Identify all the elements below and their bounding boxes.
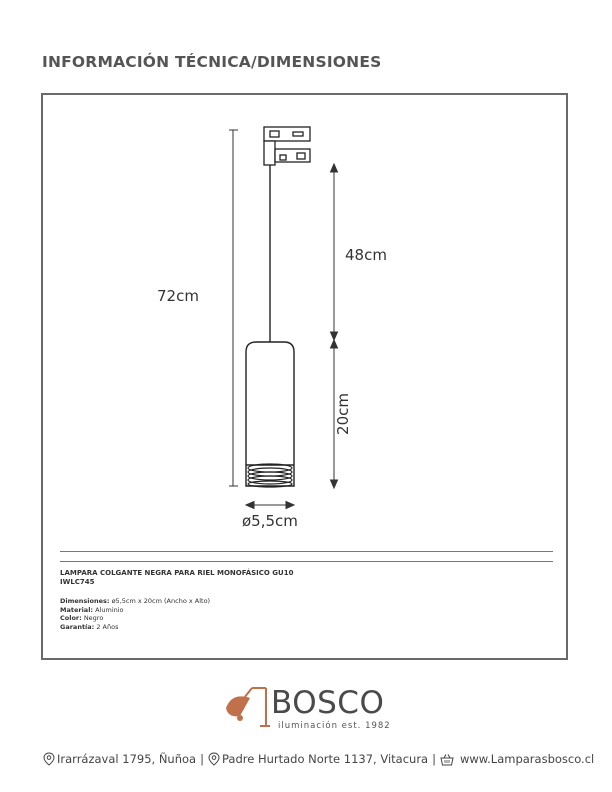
divider-bottom bbox=[60, 561, 553, 562]
location-pin-icon bbox=[208, 752, 220, 766]
spec-dimensions: Dimensiones: ø5,5cm x 20cm (Ancho x Alto) bbox=[60, 597, 211, 605]
spec-color: Color: Negro bbox=[60, 614, 104, 622]
total-height-label: 72cm bbox=[157, 287, 199, 305]
brand-tagline: iluminación est. 1982 bbox=[278, 721, 391, 731]
page-title: INFORMACIÓN TÉCNICA/DIMENSIONES bbox=[42, 53, 382, 71]
footer-separator: | bbox=[200, 752, 204, 766]
dimension-diameter bbox=[246, 502, 294, 509]
bosco-lamp-logo-icon bbox=[218, 684, 270, 730]
brand-name: BOSCO bbox=[271, 685, 385, 721]
footer-separator: | bbox=[432, 752, 436, 766]
spec-warranty: Garantía: 2 Años bbox=[60, 622, 119, 631]
spec-material: Material: Aluminio bbox=[60, 605, 124, 614]
product-code: IWLC745 bbox=[60, 578, 95, 586]
divider-top bbox=[60, 551, 553, 552]
cable-length-label: 48cm bbox=[345, 246, 387, 264]
diameter-label: ø5,5cm bbox=[242, 512, 298, 530]
shopping-basket-icon bbox=[440, 753, 454, 766]
track-adapter bbox=[264, 127, 310, 165]
product-specs bbox=[60, 597, 210, 631]
dimension-cable-length bbox=[331, 164, 338, 340]
product-name: LAMPARA COLGANTE NEGRA PARA RIEL MONOFÁSICO GU10 bbox=[60, 569, 294, 577]
footer-address-2: Padre Hurtado Norte 1137, Vitacura bbox=[208, 752, 428, 766]
footer-address-1: Irarrázaval 1795, Ñuñoa bbox=[43, 752, 196, 766]
dimension-total-height bbox=[229, 130, 238, 486]
footer-contact bbox=[43, 752, 595, 766]
footer-website[interactable]: www.Lamparasbosco.cl bbox=[440, 752, 594, 766]
location-pin-icon bbox=[43, 752, 55, 766]
body-height-label: 20cm bbox=[333, 393, 352, 435]
